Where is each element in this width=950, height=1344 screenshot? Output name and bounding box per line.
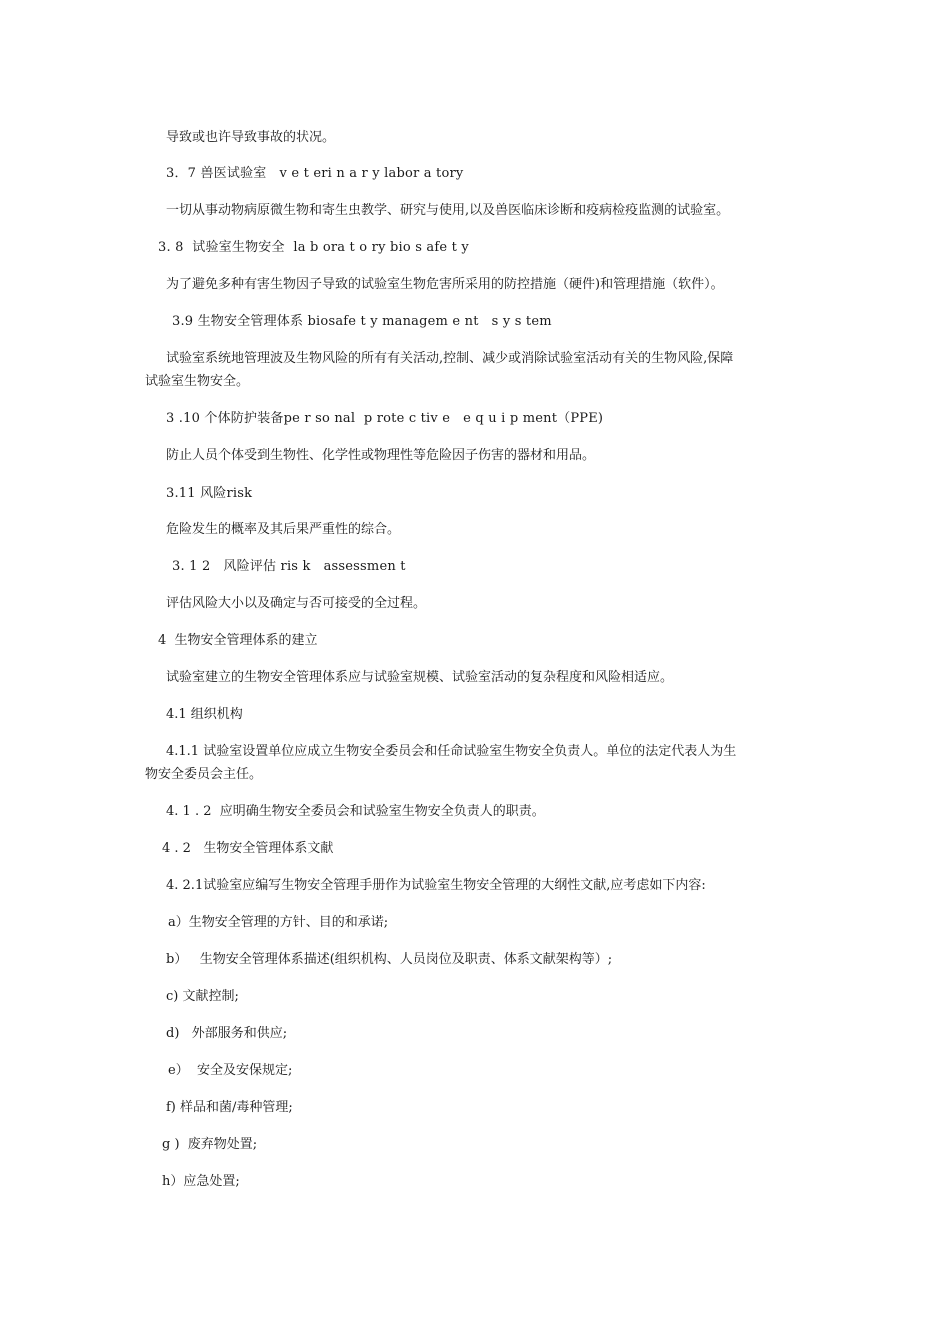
heading-3-11: 3.11 风险risk: [166, 486, 253, 501]
heading-4-1: 4.1 组织机构: [166, 707, 243, 722]
heading-3-10: 3 .10 个体防护装备pe r so nal p rote c tiv e e q u i p ment（PPE): [166, 411, 604, 426]
text-line-18: 4.1.1 试验室设置单位应成立生物安全委员会和任命试验室生物安全负责人。单位的法定代表人为生: [166, 744, 737, 759]
text-line-7: 试验室系统地管理波及生物风险的所有有关活动,控制、减少或消除试验室活动有关的生物风险,保障: [166, 351, 734, 366]
text-line-8: 试验室生物安全。: [145, 374, 250, 389]
heading-3-8: 3. 8 试验室生物安全 la b ora t o ry bio s afe t y: [158, 240, 469, 255]
list-item-e: e） 安全及安保规定;: [168, 1063, 293, 1078]
heading-4: 4 生物安全管理体系的建立: [158, 633, 318, 648]
heading-3-12: 3. 1 2 风险评估 ris k assessmen t: [172, 559, 406, 574]
text-line-16: 试验室建立的生物安全管理体系应与试验室规模、试验室活动的复杂程度和风险相适应。: [166, 670, 674, 685]
list-item-g: g ) 废弃物处置;: [162, 1137, 258, 1152]
list-item-c: c) 文献控制;: [166, 989, 239, 1004]
list-item-h: h）应急处置;: [162, 1174, 240, 1189]
list-item-a: a）生物安全管理的方针、目的和承诺;: [168, 915, 389, 930]
list-item-b: b） 生物安全管理体系描述(组织机构、人员岗位及职责、体系文献架构等）;: [166, 952, 613, 967]
text-line-10: 防止人员个体受到生物性、化学性或物理性等危险因子伤害的器材和用品。: [166, 448, 596, 463]
text-line-12: 危险发生的概率及其后果严重性的综合。: [166, 522, 401, 537]
text-line-20: 4. 1 . 2 应明确生物安全委员会和试验室生物安全负责人的职责。: [166, 804, 545, 819]
heading-4-2: 4 . 2 生物安全管理体系文献: [162, 841, 334, 856]
text-line-19: 物安全委员会主任。: [145, 767, 263, 782]
text-line-14: 评估风险大小以及确定与否可接受的全过程。: [166, 596, 427, 611]
text-line-3: 一切从事动物病原微生物和寄生虫教学、研究与使用,以及兽医临床诊断和疫病检疫监测的试验室。: [166, 203, 730, 218]
text-line-1: 导致或也许导致事故的状况。: [166, 130, 336, 145]
list-item-f: f) 样品和菌/毒种管理;: [166, 1100, 293, 1115]
text-line-5: 为了避免多种有害生物因子导致的试验室生物危害所采用的防控措施（硬件)和管理措施（软件）。: [166, 277, 724, 292]
heading-3-9: 3.9 生物安全管理体系 biosafe t y managem e nt s y s tem: [172, 314, 552, 329]
text-line-22: 4. 2.1试验室应编写生物安全管理手册作为试验室生物安全管理的大纲性文献,应考虑如下内容:: [166, 878, 706, 893]
heading-3-7: 3．7 兽医试验室 v e t eri n a r y labor a tory: [166, 166, 464, 181]
list-item-d: d) 外部服务和供应;: [166, 1026, 288, 1041]
